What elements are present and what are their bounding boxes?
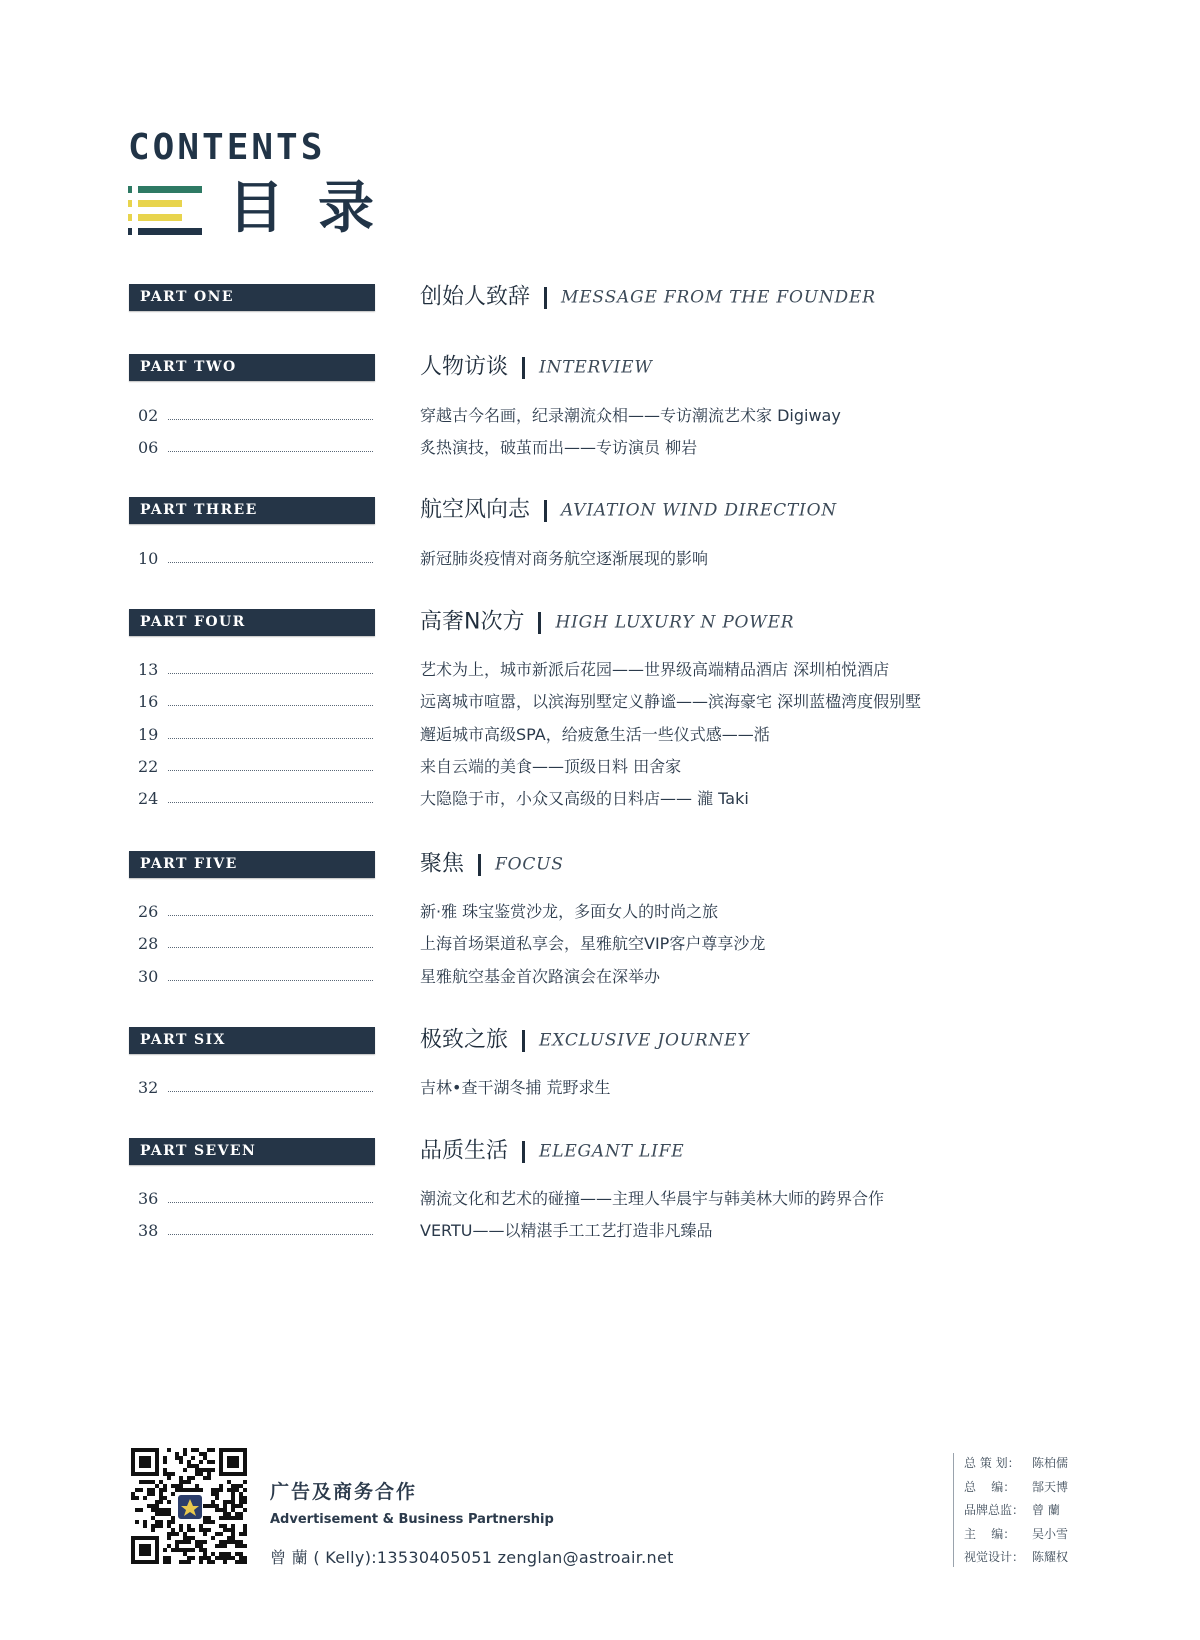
toc-entry[interactable]: [138, 786, 978, 812]
page-number: 10: [138, 549, 159, 568]
dot-leader: [168, 770, 373, 771]
entry-title: 大隐隐于市，小众又高级的日料店—— 瀧 Taki: [420, 789, 749, 808]
title-divider: [544, 287, 547, 309]
part-label: PART FIVE: [129, 851, 375, 878]
page-number: 16: [138, 692, 159, 711]
part-label: PART TWO: [129, 354, 375, 381]
section-title[interactable]: [420, 1135, 684, 1167]
section-title[interactable]: [420, 494, 837, 526]
credit-row: [964, 1546, 1068, 1570]
dot-leader: [168, 802, 373, 803]
title-divider: [522, 357, 525, 379]
entry-title: 炙热演技，破茧而出——专访演员 柳岩: [420, 438, 698, 457]
section-title-en: HIGH LUXURY N POWER: [555, 612, 795, 633]
toc-entry[interactable]: [138, 1218, 978, 1244]
title-divider: [478, 854, 481, 876]
toc-entry[interactable]: [138, 403, 978, 429]
toc-entry[interactable]: [138, 964, 978, 990]
toc-entry[interactable]: [138, 546, 978, 572]
entry-title: 吉林•查干湖冬捕 荒野求生: [420, 1078, 611, 1097]
page-number: 19: [138, 725, 159, 744]
entry-title: 邂逅城市高级SPA，给疲惫生活一些仪式感——湉: [420, 725, 770, 744]
dot-leader: [168, 705, 373, 706]
page-number: 28: [138, 934, 159, 953]
dot-leader: [168, 980, 373, 981]
toc-entry[interactable]: [138, 435, 978, 461]
part-label: PART SIX: [129, 1027, 375, 1054]
dot-leader: [168, 419, 373, 420]
dot-leader: [168, 738, 373, 739]
entry-title: 新·雅 珠宝鉴赏沙龙，多面女人的时尚之旅: [420, 902, 719, 921]
toc-entry[interactable]: [138, 689, 978, 715]
credit-role: 主 编：: [964, 1526, 1016, 1541]
credit-role: 视觉设计：: [964, 1550, 1025, 1564]
page-number: 32: [138, 1078, 159, 1097]
credit-row: [964, 1523, 1068, 1547]
credits-list: [964, 1452, 1068, 1570]
contents-stripes-icon: [128, 186, 204, 238]
toc-entry[interactable]: [138, 1186, 978, 1212]
section-title-cn: 高奢N次方: [420, 609, 525, 635]
ad-subheading: Advertisement & Business Partnership: [270, 1512, 554, 1527]
credit-row: [964, 1499, 1068, 1523]
toc-entry[interactable]: [138, 931, 978, 957]
page-number: 02: [138, 406, 159, 425]
credit-role: 总 策 划：: [964, 1456, 1020, 1470]
section-title-en: FOCUS: [495, 854, 564, 875]
dot-leader: [168, 1234, 373, 1235]
entry-title: 艺术为上，城市新派后花园——世界级高端精品酒店 深圳柏悦酒店: [420, 660, 890, 679]
dot-leader: [168, 673, 373, 674]
page-number: 24: [138, 789, 159, 808]
section-title-cn: 航空风向志: [420, 497, 531, 523]
entry-title: 穿越古今名画，纪录潮流众相——专访潮流艺术家 Digiway: [420, 406, 841, 425]
dot-leader: [168, 562, 373, 563]
section-title[interactable]: [420, 848, 564, 880]
credit-name: 吴小雪: [1032, 1526, 1069, 1541]
toc-entry[interactable]: [138, 657, 978, 683]
title-divider: [544, 500, 547, 522]
section-title-en: ELEGANT LIFE: [539, 1141, 685, 1162]
toc-entry[interactable]: [138, 722, 978, 748]
credit-row: [964, 1452, 1068, 1476]
part-label: PART FOUR: [129, 609, 375, 636]
entry-title: 新冠肺炎疫情对商务航空逐渐展现的影响: [420, 549, 709, 568]
page-number: 30: [138, 967, 159, 986]
section-title-en: MESSAGE FROM THE FOUNDER: [561, 287, 876, 308]
toc-entry[interactable]: [138, 754, 978, 780]
ad-heading: 广告及商务合作: [270, 1481, 418, 1503]
title-divider: [522, 1030, 525, 1052]
section-title-en: INTERVIEW: [539, 357, 653, 378]
ad-contact: 曾 蘭 ( Kelly):13530405051 zenglan@astroair.net: [270, 1548, 674, 1567]
entry-title: 星雅航空基金首次路演会在深举办: [420, 967, 661, 986]
page-number: 38: [138, 1221, 159, 1240]
entry-title: 远离城市喧嚣，以滨海别墅定义静谧——滨海豪宅 深圳蓝楹湾度假别墅: [420, 692, 922, 711]
page-number: 26: [138, 902, 159, 921]
credit-role: 总 编：: [964, 1479, 1016, 1494]
part-label: PART ONE: [129, 284, 375, 311]
section-title-cn: 人物访谈: [420, 354, 509, 380]
section-title-en: AVIATION WIND DIRECTION: [561, 500, 837, 521]
credits-divider: [953, 1453, 954, 1567]
entry-title: 潮流文化和艺术的碰撞——主理人华晨宇与韩美林大师的跨界合作: [420, 1189, 885, 1208]
qr-code-icon: [131, 1448, 247, 1564]
contents-title: CONTENTS: [128, 127, 326, 168]
page-number: 36: [138, 1189, 159, 1208]
section-title[interactable]: [420, 1024, 749, 1056]
dot-leader: [168, 1202, 373, 1203]
toc-entry[interactable]: [138, 899, 978, 925]
entry-title: 来自云端的美食——顶级日料 田舍家: [420, 757, 682, 776]
toc-entry[interactable]: [138, 1075, 978, 1101]
section-title-en: EXCLUSIVE JOURNEY: [539, 1030, 750, 1051]
dot-leader: [168, 1091, 373, 1092]
section-title-cn: 创始人致辞: [420, 284, 531, 310]
credit-name: 陈耀权: [1032, 1550, 1069, 1564]
title-divider: [522, 1141, 525, 1163]
section-title-cn: 极致之旅: [420, 1027, 509, 1053]
entry-title: 上海首场渠道私享会，星雅航空VIP客户尊享沙龙: [420, 934, 766, 953]
section-title[interactable]: [420, 606, 794, 638]
page-number: 06: [138, 438, 159, 457]
credit-name: 曾 蘭: [1032, 1503, 1060, 1517]
part-label: PART THREE: [129, 497, 375, 524]
credit-role: 品牌总监：: [964, 1503, 1025, 1517]
credit-row: [964, 1476, 1068, 1500]
dot-leader: [168, 915, 373, 916]
credit-name: 陈柏儒: [1032, 1456, 1069, 1470]
page-number: 13: [138, 660, 159, 679]
entry-title: VERTU——以精湛手工工艺打造非凡臻品: [420, 1221, 713, 1240]
section-title[interactable]: [420, 351, 653, 383]
title-divider: [538, 612, 541, 634]
part-label: PART SEVEN: [129, 1138, 375, 1165]
dot-leader: [168, 947, 373, 948]
dot-leader: [168, 451, 373, 452]
page-number: 22: [138, 757, 159, 776]
section-title[interactable]: [420, 281, 876, 313]
section-title-cn: 品质生活: [420, 1138, 509, 1164]
section-title-cn: 聚焦: [420, 851, 465, 877]
contents-title-cn: 目录: [228, 176, 408, 241]
credit-name: 郜天博: [1032, 1479, 1069, 1494]
